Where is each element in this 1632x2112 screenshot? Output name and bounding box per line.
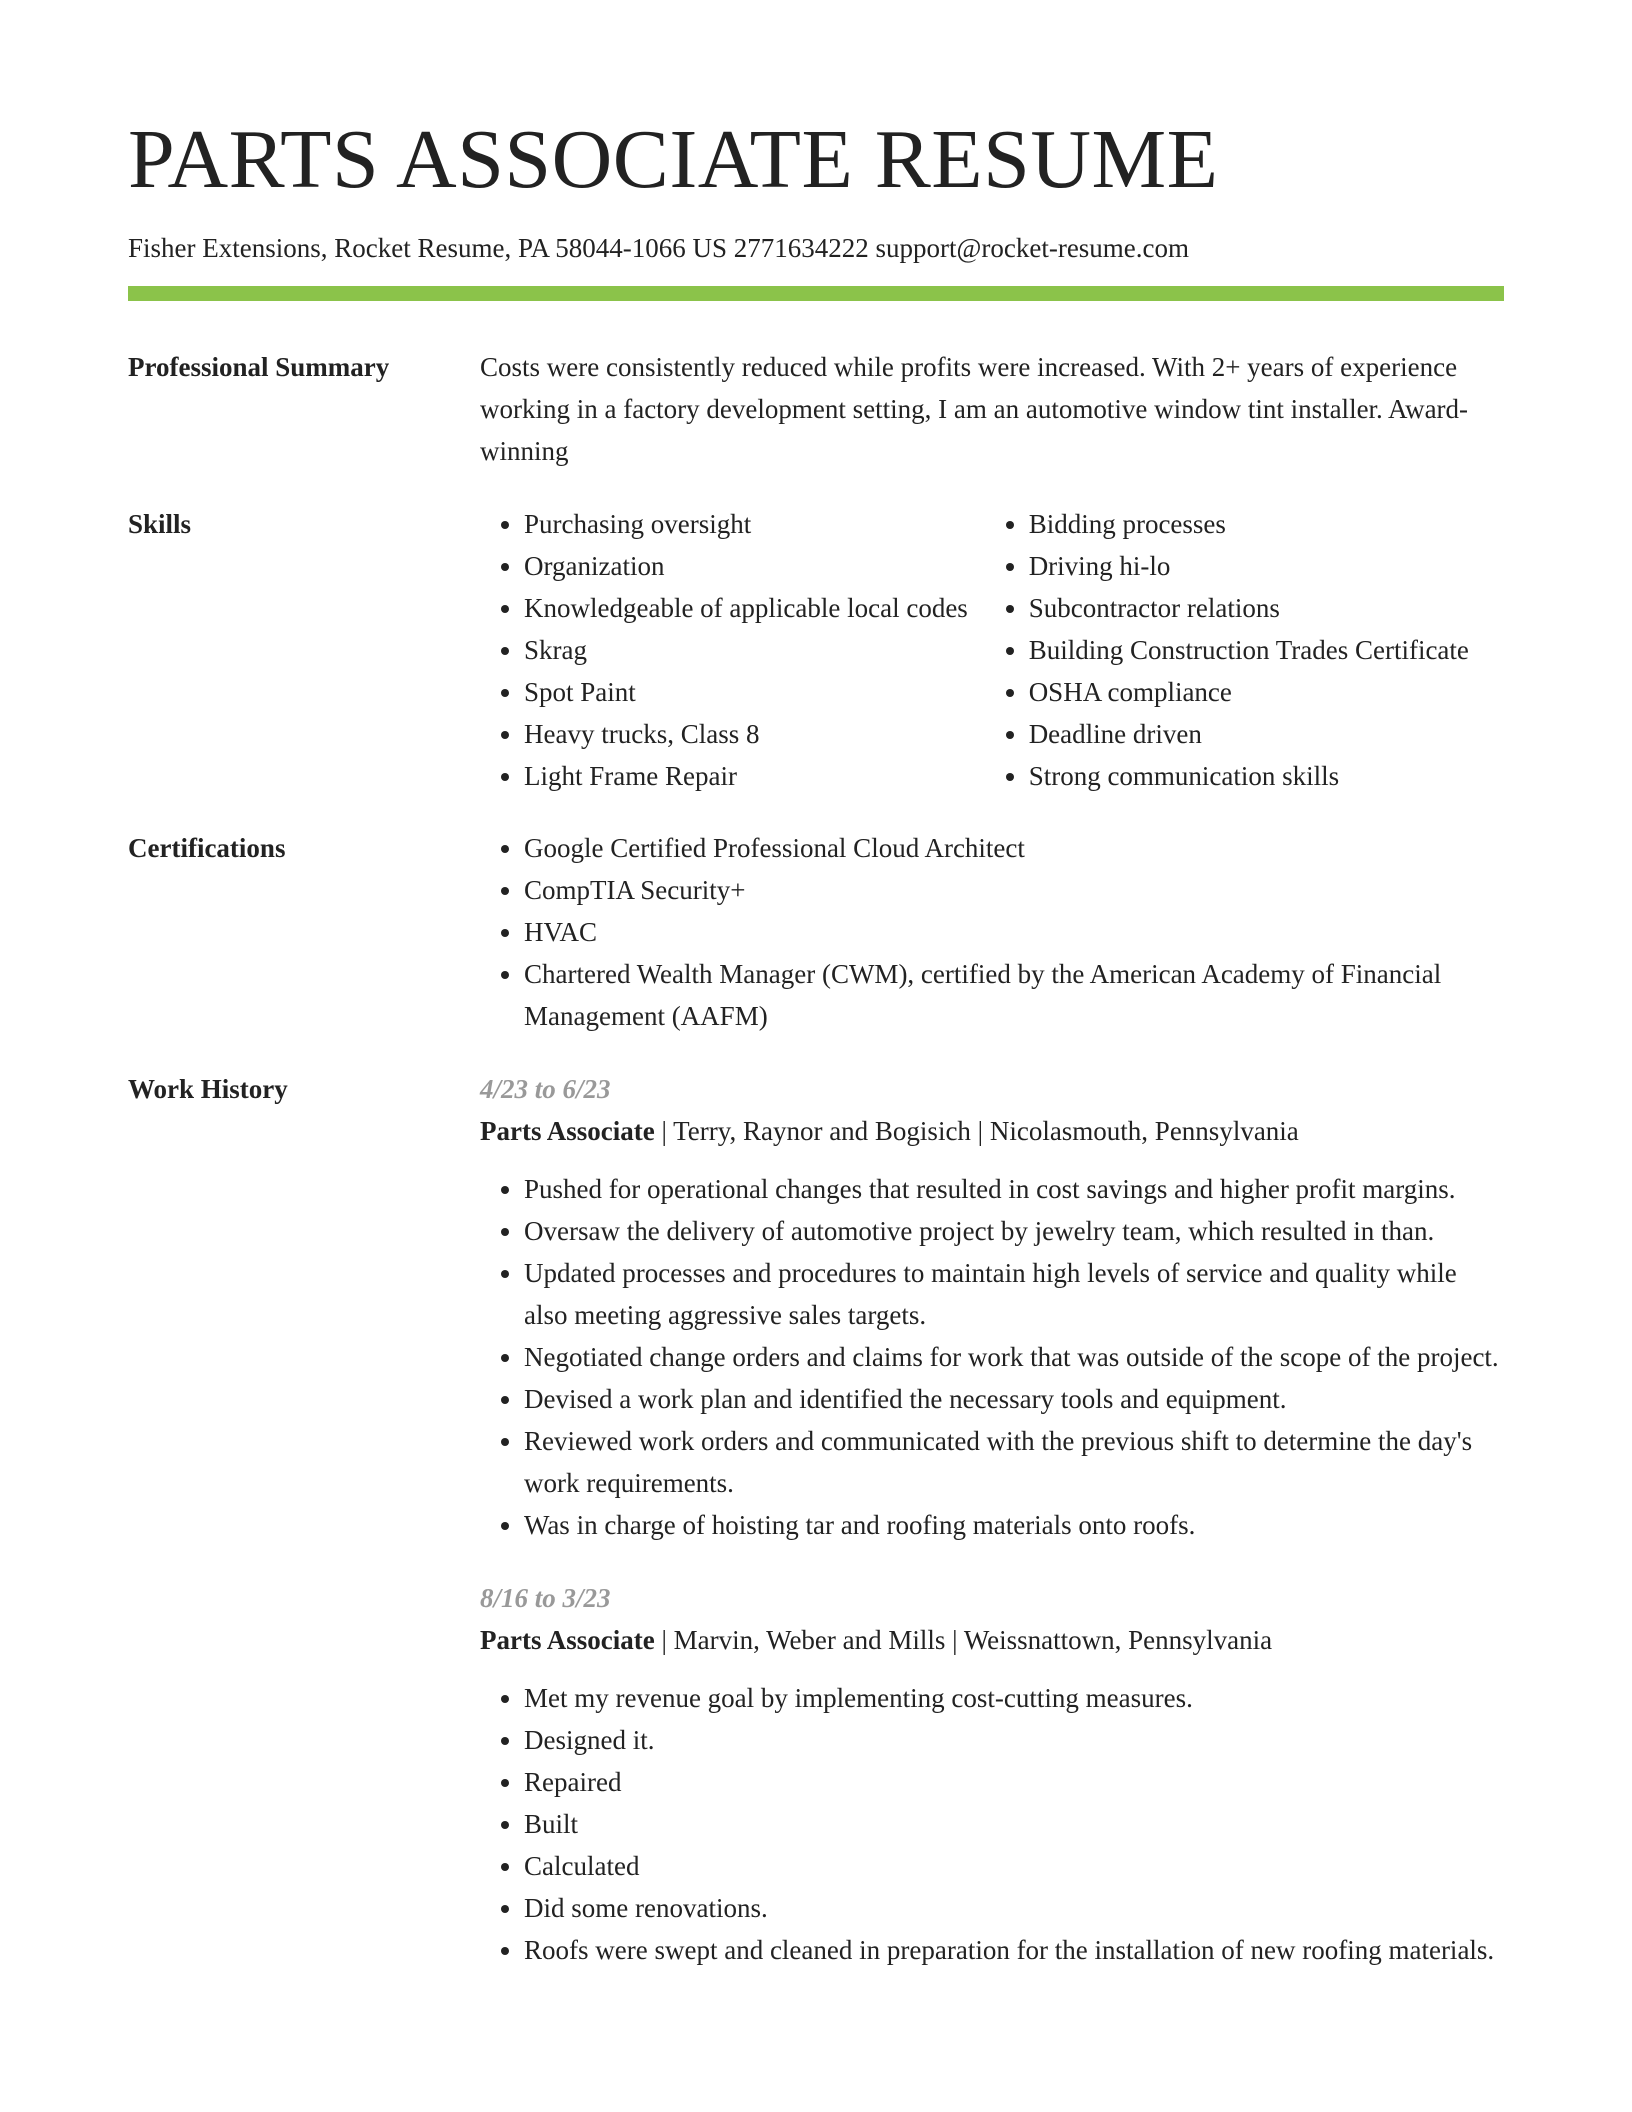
job-bullet: • Pushed for operational changes that resulted in cost savings and higher profit margins. [524, 1168, 1504, 1210]
skill-item: • Heavy trucks, Class 8 [524, 713, 985, 755]
job-bullet: • Devised a work plan and identified the necessary tools and equipment. [524, 1378, 1504, 1420]
job-heading [480, 1619, 1504, 1661]
job-bullet: • Met my revenue goal by implementing cost-cutting measures. [524, 1677, 1504, 1719]
skills-label: Skills [128, 509, 192, 539]
job-bullets [480, 1677, 1504, 1971]
certification-item: • CompTIA Security+ [524, 869, 1504, 911]
job-dates: 8/16 to 3/23 [480, 1583, 611, 1613]
skill-item: • Building Construction Trades Certificate [1029, 629, 1504, 671]
skill-item: • Deadline driven [1029, 713, 1504, 755]
skill-item: • Knowledgeable of applicable local codes [524, 587, 985, 629]
certifications-label: Certifications [128, 833, 286, 863]
job-heading [480, 1110, 1504, 1152]
job-bullet: • Reviewed work orders and communicated with the previous shift to determine the day's work requirements. [524, 1420, 1504, 1504]
certifications-list [480, 827, 1504, 1037]
certification-item: • Google Certified Professional Cloud Architect [524, 827, 1504, 869]
job-bullet: • Designed it. [524, 1719, 1504, 1761]
resume-title: PARTS ASSOCIATE RESUME [128, 113, 1219, 206]
job-details: | Marvin, Weber and Mills | Weissnattown, Pennsylvania [654, 1625, 1273, 1655]
skills-columns [480, 503, 1504, 797]
job-bullets [480, 1168, 1504, 1546]
skills-list-left [480, 503, 985, 797]
skill-item: • OSHA compliance [1029, 671, 1504, 713]
skill-item: • Strong communication skills [1029, 755, 1504, 797]
job-bullet: • Calculated [524, 1845, 1504, 1887]
certification-item: • Chartered Wealth Manager (CWM), certified by the American Academy of Financial Management (AAFM) [524, 953, 1504, 1037]
skills-list-right [985, 503, 1504, 797]
contact-line: Fisher Extensions, Rocket Resume, PA 58044-1066 US 2771634222 support@rocket-resume.com [128, 233, 1190, 263]
job-entry [480, 1577, 1504, 1971]
skill-item: • Bidding processes [1029, 503, 1504, 545]
job-entry [480, 1068, 1504, 1546]
work-history-label: Work History [128, 1074, 288, 1104]
job-bullet: • Built [524, 1803, 1504, 1845]
job-bullet: • Updated processes and procedures to maintain high levels of service and quality while also meeting aggressive sales targets. [524, 1252, 1504, 1336]
job-details: | Terry, Raynor and Bogisich | Nicolasmouth, Pennsylvania [654, 1116, 1299, 1146]
job-bullet: • Oversaw the delivery of automotive project by jewelry team, which resulted in than. [524, 1210, 1504, 1252]
skill-item: • Subcontractor relations [1029, 587, 1504, 629]
header-divider [128, 286, 1504, 301]
job-bullet: • Negotiated change orders and claims for work that was outside of the scope of the project. [524, 1336, 1504, 1378]
skill-item: • Purchasing oversight [524, 503, 985, 545]
skill-item: • Skrag [524, 629, 985, 671]
work-history-body [480, 1068, 1504, 1971]
job-title: Parts Associate [480, 1116, 655, 1146]
job-dates: 4/23 to 6/23 [480, 1074, 611, 1104]
job-bullet: • Did some renovations. [524, 1887, 1504, 1929]
job-bullet: • Repaired [524, 1761, 1504, 1803]
skill-item: • Light Frame Repair [524, 755, 985, 797]
certifications-body [480, 827, 1504, 1037]
skill-item: • Spot Paint [524, 671, 985, 713]
summary-label: Professional Summary [128, 352, 390, 382]
job-bullet: • Roofs were swept and cleaned in preparation for the installation of new roofing materials. [524, 1929, 1504, 1971]
skill-item: • Organization [524, 545, 985, 587]
certification-item: • HVAC [524, 911, 1504, 953]
job-bullet: • Was in charge of hoisting tar and roofing materials onto roofs. [524, 1504, 1504, 1546]
summary-text: Costs were consistently reduced while profits were increased. With 2+ years of experience working in a factory development setting, I am an automotive window tint installer. Award-winning [480, 352, 1469, 466]
job-title: Parts Associate [480, 1625, 655, 1655]
skill-item: • Driving hi-lo [1029, 545, 1504, 587]
